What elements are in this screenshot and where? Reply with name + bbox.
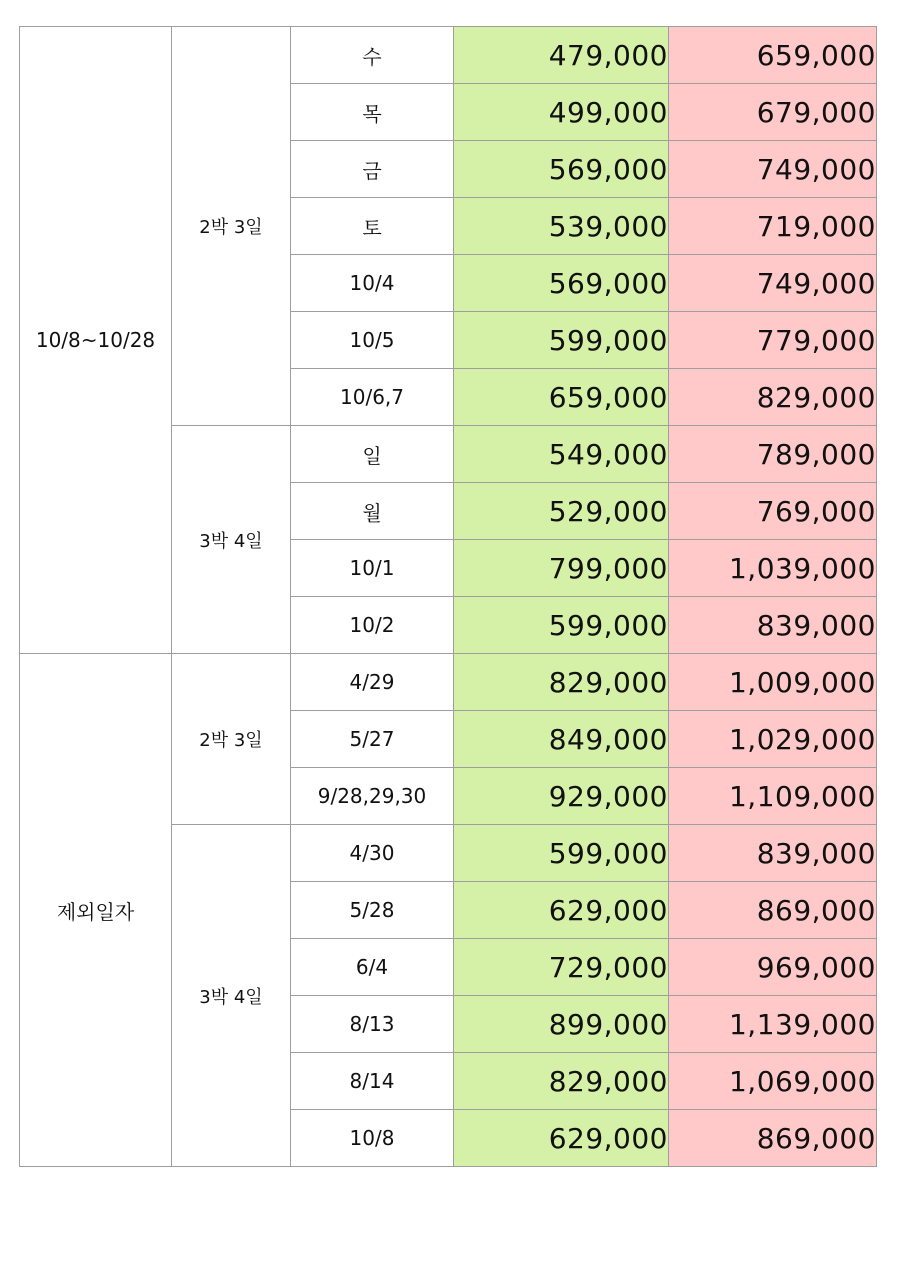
departure-day-cell: 10/8 [291,1110,454,1167]
price-a-cell: 849,000 [454,711,669,768]
stay-length-label: 2박 3일 [172,654,291,825]
price-a-cell: 899,000 [454,996,669,1053]
departure-day-cell: 10/2 [291,597,454,654]
stay-length-label: 2박 3일 [172,27,291,426]
price-b-cell: 779,000 [669,312,877,369]
price-a-cell: 829,000 [454,654,669,711]
price-b-cell: 839,000 [669,825,877,882]
price-b-cell: 719,000 [669,198,877,255]
price-b-cell: 1,109,000 [669,768,877,825]
departure-day-cell: 5/28 [291,882,454,939]
price-a-cell: 799,000 [454,540,669,597]
price-a-cell: 729,000 [454,939,669,996]
departure-day-cell: 6/4 [291,939,454,996]
excluded-dates-label: 제외일자 [20,654,172,1167]
price-b-cell: 1,139,000 [669,996,877,1053]
price-b-cell: 1,029,000 [669,711,877,768]
price-b-cell: 829,000 [669,369,877,426]
period-label: 10/8~10/28 [20,27,172,654]
departure-day-cell: 8/14 [291,1053,454,1110]
departure-day-cell: 10/1 [291,540,454,597]
stay-length-label: 3박 4일 [172,825,291,1167]
price-b-cell: 659,000 [669,27,877,84]
departure-day-cell: 5/27 [291,711,454,768]
price-a-cell: 549,000 [454,426,669,483]
departure-day-cell: 일 [291,426,454,483]
departure-day-cell: 8/13 [291,996,454,1053]
price-b-cell: 769,000 [669,483,877,540]
price-a-cell: 929,000 [454,768,669,825]
price-a-cell: 499,000 [454,84,669,141]
price-a-cell: 569,000 [454,255,669,312]
price-a-cell: 529,000 [454,483,669,540]
stay-length-label: 3박 4일 [172,426,291,654]
price-b-cell: 869,000 [669,882,877,939]
departure-day-cell: 10/4 [291,255,454,312]
table-row [20,654,877,711]
price-b-cell: 1,009,000 [669,654,877,711]
departure-day-cell: 금 [291,141,454,198]
departure-day-cell: 4/29 [291,654,454,711]
price-a-cell: 599,000 [454,825,669,882]
price-table [19,26,877,1167]
price-b-cell: 789,000 [669,426,877,483]
price-b-cell: 1,069,000 [669,1053,877,1110]
departure-day-cell: 4/30 [291,825,454,882]
departure-day-cell: 10/6,7 [291,369,454,426]
price-b-cell: 679,000 [669,84,877,141]
price-b-cell: 869,000 [669,1110,877,1167]
price-b-cell: 749,000 [669,141,877,198]
price-a-cell: 539,000 [454,198,669,255]
departure-day-cell: 월 [291,483,454,540]
departure-day-cell: 목 [291,84,454,141]
price-b-cell: 749,000 [669,255,877,312]
price-table-body [20,27,877,1167]
price-a-cell: 479,000 [454,27,669,84]
departure-day-cell: 토 [291,198,454,255]
table-row [20,27,877,84]
departure-day-cell: 수 [291,27,454,84]
price-b-cell: 839,000 [669,597,877,654]
price-a-cell: 599,000 [454,312,669,369]
departure-day-cell: 10/5 [291,312,454,369]
price-b-cell: 969,000 [669,939,877,996]
price-a-cell: 629,000 [454,882,669,939]
price-a-cell: 659,000 [454,369,669,426]
price-a-cell: 599,000 [454,597,669,654]
price-b-cell: 1,039,000 [669,540,877,597]
price-a-cell: 629,000 [454,1110,669,1167]
price-a-cell: 569,000 [454,141,669,198]
price-a-cell: 829,000 [454,1053,669,1110]
departure-day-cell: 9/28,29,30 [291,768,454,825]
